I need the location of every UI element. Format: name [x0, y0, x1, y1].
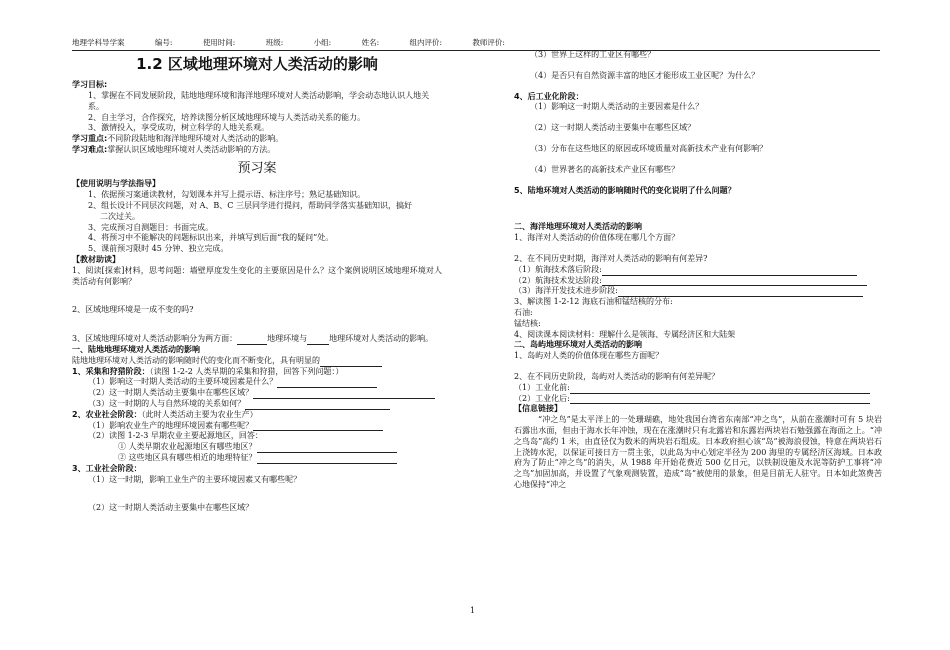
stage-4-q4: （4）世界著名的高新技术产业区有哪些？ — [530, 164, 680, 174]
guide-item: 5、课前预习限时 45 分钟、独立完成。 — [88, 244, 229, 254]
difficult-point — [72, 145, 442, 156]
key-point-text: 不同阶段陆地和海洋地理环境对人类活动的影响。 — [107, 134, 284, 144]
key-point-label: 学习重点: — [72, 134, 108, 144]
ocean-q2c — [514, 286, 882, 297]
header-group-eval: 组内评价: — [409, 38, 443, 47]
answer-blank[interactable] — [618, 288, 863, 297]
question-3-part-b: 地理环境与 — [267, 334, 308, 344]
question-2: 2、区域地理环境是一成不变的吗? — [72, 305, 194, 315]
ocean-q3-manganese: 锰结核: — [514, 318, 541, 328]
guide-item: 二次过关。 — [100, 211, 140, 221]
answer-blank[interactable] — [237, 336, 267, 345]
info-text: “冲之鸟”是太平洋上的一处珊瑚礁，地处我国台湾省东南部“冲之鸟”，从前在涨潮时可有 5 块岩石露出水面，但由于海水长年冲蚀，现在在涨潮时只有北露岩和东露岩两块岩石勉强露在海面之上。“冲之鸟岛”高约 1 米，由直径仅为数米的两块岩石组成。日本政府担心该“岛”被海浪侵蚀，特意在两块岩石上浇铸水泥，以保证可接日方一贯主张，以此岛为中心划定半径为 200 海里的专属经济区海域。日本政府为了防止“冲之鸟”的消失，从 1988 年开始花费近 500 亿日元，以铁制设施及水泥等防护工事将“冲之鸟”加固加高，并设置了气象观测装置，造成“岛”被使用的景象，但是目前无人驻守。日本如此煞费苦心地保持“冲之 — [514, 415, 882, 489]
answer-blank[interactable] — [320, 358, 382, 367]
right-column — [514, 50, 882, 491]
answer-blank[interactable] — [253, 390, 435, 399]
stage-1-text: （读图 1-2-2 人类早期的采集和狩猎，回答下列问题：） — [149, 366, 344, 376]
answer-blank[interactable] — [570, 395, 870, 404]
stage-4-q1: （1）影响这一时期人类活动的主要因素是什么？ — [530, 102, 704, 112]
island-q1: 1、岛屿对人类的价值体现在哪些方面呢？ — [514, 351, 664, 361]
section-land-text-label: 陆地地理环境对人类活动的影响随时代的变化而不断变化，具有明显的 — [72, 355, 320, 365]
answer-blank[interactable] — [307, 336, 329, 345]
ocean-q2a — [514, 265, 882, 276]
stage-1-q2 — [72, 388, 442, 399]
header-group: 小组: — [313, 38, 332, 47]
stage-1-q3 — [72, 399, 442, 410]
page-number: 1 — [470, 606, 476, 615]
stage-1-heading: 1、采集和狩猎阶段： — [72, 366, 150, 376]
section-ocean-heading: 二、海洋地理环境对人类活动的影响 — [514, 222, 642, 232]
question-3-part-a: 3、区域地理环境对人类活动影响分为两方面： — [72, 334, 238, 344]
ocean-q3: 3、解读图 1-2-12 海底石油和锰结核的分布: — [514, 297, 673, 307]
answer-blank[interactable] — [602, 267, 857, 276]
guide-item: 3、完成预习自测题目：书面完成。 — [88, 222, 214, 232]
stage-1 — [72, 367, 442, 378]
stage-4-q2: （2）这一时期人类活动主要集中在哪些区域？ — [530, 123, 696, 133]
ocean-q2: 2、在不同历史时期，海洋对人类活动的影响有何差异? — [514, 253, 708, 263]
question-3 — [72, 334, 442, 345]
stage-3-heading: 3、工业社会阶段： — [72, 463, 142, 473]
goal-item: 1、掌握在不同发展阶段，陆地地理环境和海洋地理环境对人类活动影响，学会动态地认识人地关系。 — [88, 91, 430, 111]
industry-q3: （3）世界上这样的工业区有哪些？ — [530, 50, 656, 59]
answer-blank[interactable] — [570, 385, 870, 394]
goal-item: 3、激情投入，享受成功，树立科学的人地关系观。 — [88, 123, 270, 133]
industry-q4: （4）是否只有自然资源丰富的地区才能形成工业区呢？为什么？ — [530, 70, 760, 80]
guide-item: 2、组长设计不同层次问题，对 A、B、C 三层同学进行提问，帮助同学落实基础知识，搞好 — [88, 200, 412, 210]
stage-1-q2-label: （2）这一时期人类活动主要集中在哪些区域？ — [88, 388, 254, 398]
section-island-heading: 二、岛屿地理环境对人类活动的影响 — [514, 340, 642, 350]
header-date: 使用时间: — [202, 38, 236, 47]
stage-1-q3-label: （3）这一时期的人与自然环境的关系如何？ — [88, 398, 246, 408]
ocean-q2b — [514, 276, 882, 287]
guide-item: 1、依据预习案通读教材，勾划课本并写上提示语、标注序号；熟记基础知识。 — [88, 190, 366, 200]
question-1: 1、阅读[探索]材料，思考问题：墙壁厚度发生变化的主要原因是什么？这个案例说明区域地理环境对人类活动有何影响？ — [72, 265, 442, 286]
answer-blank[interactable] — [245, 401, 390, 410]
ocean-q3-oil: 石油: — [514, 307, 533, 317]
key-point — [72, 134, 442, 145]
stage-3-q2: （2）这一时期人类活动主要集中在哪些区域？ — [88, 503, 254, 513]
header-subject: 地理学科导学案 — [72, 38, 125, 47]
island-q2b — [514, 394, 882, 405]
answer-blank[interactable] — [257, 444, 397, 453]
material-heading: 【教材助读】 — [72, 254, 120, 264]
stage-2-q2a — [72, 442, 442, 453]
stage-2 — [72, 410, 442, 421]
guide-heading: 【使用说明与学法指导】 — [72, 179, 160, 189]
island-q2b-label: （2）工业化后: — [514, 393, 570, 403]
stage-2-q2b — [72, 453, 442, 464]
ocean-q2b-label: （2）航海技术发达阶段: — [514, 275, 602, 285]
stage-2-text: （此时人类活动主要为农业生产） — [141, 409, 258, 419]
stage-2-heading: 2、农业社会阶段： — [72, 409, 142, 419]
ocean-q1: 1、海洋对人类活动的价值体现在哪几个方面？ — [514, 233, 680, 243]
question-3-part-c: 地理环境对人类活动的影响。 — [329, 334, 434, 344]
header-teacher-eval: 教师评价: — [472, 38, 505, 47]
stage-2-q1-label: （1）影响农业生产的地理环境因素有哪些呢？ — [88, 420, 254, 430]
section-land-heading: 一、陆地地理环境对人类活动的影响 — [72, 344, 200, 354]
island-q2a — [514, 383, 882, 394]
answer-blank[interactable] — [277, 379, 377, 388]
stage-2-q2: （2）读图 1-2-3 早期农业主要起源地区，回答： — [88, 431, 263, 441]
island-q2: 2、在不同历史阶段，岛屿对人类活动的影响有何差异呢？ — [514, 371, 720, 381]
stage-2-q1 — [72, 421, 442, 432]
guide-item: 4、将预习中不能解决的问题标识出来，并填写到后面“我的疑问”处。 — [88, 233, 334, 243]
ocean-q4: 4、阅读课本阅读材料：理解什么是领海、专属经济区和大陆架 — [514, 329, 736, 339]
stage-1-q1-label: （1）影响这一时期人类活动的主要环境因素是什么？ — [88, 377, 278, 387]
goals-heading: 学习目标: — [72, 80, 108, 90]
stage-4-heading: 4、后工业化阶段： — [514, 91, 584, 101]
ocean-q2c-label: （3）海洋开发技术进步阶段: — [514, 286, 618, 296]
page-title: 1.2 区域地理环境对人类活动的影响 — [136, 55, 378, 73]
ocean-q2a-label: （1）航海技术落后阶段: — [514, 264, 602, 274]
preview-title: 预习案 — [237, 160, 277, 176]
goal-item: 2、自主学习，合作探究，培养读图分析区域地理环境与人类活动关系的能力。 — [88, 112, 366, 122]
island-q2a-label: （1）工业化前: — [514, 382, 570, 392]
difficult-point-text: 掌握认识区域地理环境对人类活动影响的方法。 — [107, 145, 276, 155]
header-number: 编号: — [154, 38, 173, 47]
difficult-point-label: 学习难点: — [72, 145, 108, 155]
answer-blank[interactable] — [602, 277, 867, 286]
header-class: 班级: — [265, 38, 284, 47]
stage-2-q2a-label: ① 人类早期农业起源地区有哪些地区？ — [118, 442, 257, 452]
header-name: 姓名: — [361, 38, 380, 47]
stage-1-q1 — [72, 377, 442, 388]
stage-5-question: 5、陆地环境对人类活动的影响随时代的变化说明了什么问题？ — [514, 185, 736, 195]
answer-blank[interactable] — [253, 422, 383, 431]
stage-3-q1: （1）这一时期，影响工业生产的主要环境因素又有哪些呢？ — [88, 474, 302, 484]
stage-2-q2b-label: ② 这些地区具有哪些相近的地理特征？ — [118, 452, 257, 462]
stage-4-q3: （3）分布在这些地区的原因或环境质量对高新技术产业有何影响？ — [530, 143, 768, 153]
answer-blank[interactable] — [257, 455, 397, 464]
section-land-text — [72, 356, 442, 367]
info-heading: 【信息链接】 — [514, 404, 562, 414]
left-column — [72, 50, 442, 514]
